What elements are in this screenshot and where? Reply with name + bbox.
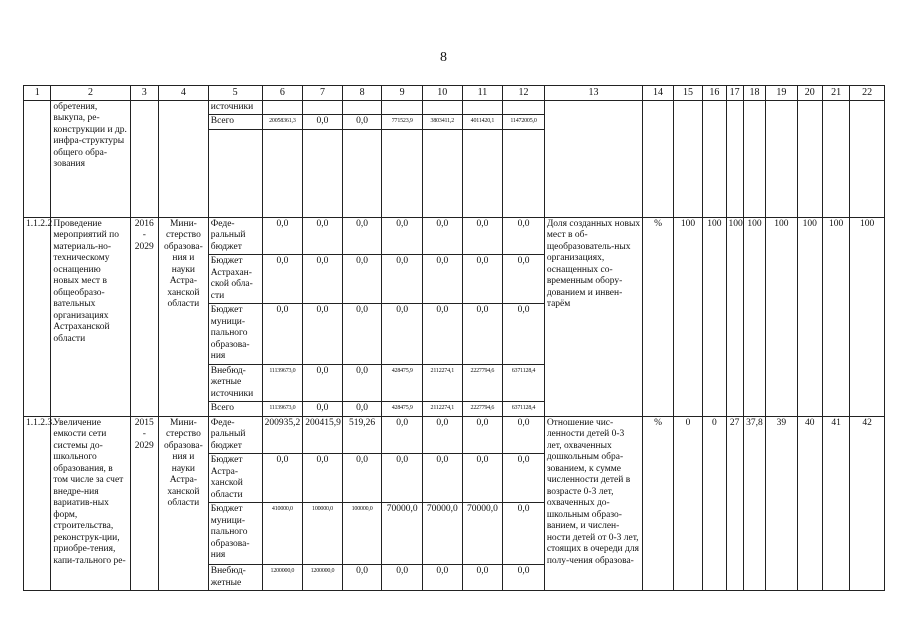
value-cell: 0,0: [422, 304, 462, 365]
value-cell: 771523,9: [382, 115, 423, 130]
value-cell: 0,0: [382, 255, 423, 304]
value-cell: 0,0: [303, 364, 343, 402]
col-header: 13: [544, 86, 642, 101]
value-cell: 0,0: [382, 416, 423, 454]
source-label: Всего: [208, 402, 262, 417]
value-cell: 70000,0: [462, 503, 503, 565]
value-cell: 11139673,0: [262, 402, 303, 417]
col-header: 9: [382, 86, 423, 101]
source-label: Внебюд-жетные: [208, 565, 262, 591]
value-cell: 0,0: [503, 454, 545, 503]
value-cell: 2227794,6: [462, 402, 503, 417]
value-cell: 2227794,6: [462, 364, 503, 402]
source-label: Бюджет муници-пального образова-ния: [208, 503, 262, 565]
value-cell: 0,0: [262, 454, 303, 503]
value-cell: 0,0: [342, 364, 382, 402]
value-cell: 0,0: [382, 217, 423, 255]
target-value: 41: [822, 416, 849, 591]
col-header: 6: [262, 86, 303, 101]
table-row: [24, 217, 885, 255]
value-cell: 2112274,1: [422, 364, 462, 402]
value-cell: 0,0: [462, 255, 503, 304]
value-cell: 0,0: [382, 565, 423, 591]
col-header: 22: [850, 86, 885, 101]
target-value: 37,8: [743, 416, 765, 591]
target-value: 40: [797, 416, 822, 591]
value-cell: 70000,0: [382, 503, 423, 565]
value-cell: 0,0: [342, 255, 382, 304]
source-label: Внебюд-жетные источники: [208, 364, 262, 402]
col-header: 12: [503, 86, 545, 101]
value-cell: 0,0: [422, 454, 462, 503]
value-cell: 0,0: [262, 255, 303, 304]
table-row: [24, 100, 885, 115]
target-value: 100: [673, 217, 702, 416]
value-cell: 0,0: [462, 416, 503, 454]
col-header: 10: [422, 86, 462, 101]
indicator-text: Отношение чис-ленности детей 0-3 лет, охваченных дошкольным обра-зованием, к сумме численности детей в возрасте 0-3 лет, охваченных до-школьным образо-ванием, и числен-ности детей от 0-3 лет, стоящих в очереди для полу-чения образова-: [544, 416, 642, 591]
source-label: Феде-ральный бюджет: [208, 217, 262, 255]
column-number-row: [24, 86, 885, 101]
value-cell: 0,0: [422, 217, 462, 255]
source-label: Бюджет Астра-ханской области: [208, 454, 262, 503]
value-cell: 0,0: [262, 304, 303, 365]
target-value: 100: [822, 217, 849, 416]
value-cell: 0,0: [262, 217, 303, 255]
target-value: 27: [726, 416, 743, 591]
source-label: Бюджет муници-пального образова-ния: [208, 304, 262, 365]
value-cell: 0,0: [342, 565, 382, 591]
value-cell: 0,0: [303, 304, 343, 365]
value-cell: 0,0: [503, 217, 545, 255]
value-cell: 0,0: [462, 304, 503, 365]
col-header: 2: [51, 86, 130, 101]
value-cell: 20058361,3: [262, 115, 303, 130]
value-cell: 200415,9: [303, 416, 343, 454]
col-header: 20: [797, 86, 822, 101]
target-value: 100: [703, 217, 726, 416]
target-value: 100: [766, 217, 797, 416]
value-cell: 2112274,1: [422, 402, 462, 417]
value-cell: 6371128,4: [503, 364, 545, 402]
source-label: Феде-ральный бюджет: [208, 416, 262, 454]
measure-executor: Мини-стерство образова-ния и науки Астра-ханской области: [159, 416, 209, 591]
measure-years: 2016 - 2029: [130, 217, 158, 416]
col-header: 4: [159, 86, 209, 101]
value-cell: 100000,0: [303, 503, 343, 565]
value-cell: 0,0: [342, 217, 382, 255]
value-cell: 0,0: [303, 402, 343, 417]
target-value: 100: [743, 217, 765, 416]
value-cell: 0,0: [462, 565, 503, 591]
source-label: Всего: [208, 115, 262, 130]
value-cell: 0,0: [303, 255, 343, 304]
target-value: 0: [673, 416, 702, 591]
value-cell: 70000,0: [422, 503, 462, 565]
value-cell: 1200000,0: [262, 565, 303, 591]
measure-code: 1.1.2.2: [24, 217, 51, 416]
value-cell: 0,0: [503, 255, 545, 304]
value-cell: 1200000,0: [303, 565, 343, 591]
col-header: 8: [342, 86, 382, 101]
value-cell: 0,0: [503, 565, 545, 591]
value-cell: 0,0: [503, 503, 545, 565]
value-cell: 0,0: [342, 115, 382, 130]
indicator-text: Доля созданных новых мест в об-щеобразователь-ных организациях, оснащенных со-временным обору-дованием и инвен-тарём: [544, 217, 642, 416]
measure-name: Проведение мероприятий по материаль-но-техническому оснащению новых мест в общеобразо-вательных организациях Астраханской области: [51, 217, 130, 416]
table-row: [24, 416, 885, 454]
value-cell: 0,0: [462, 217, 503, 255]
value-cell: 200935,2: [262, 416, 303, 454]
value-cell: 410000,0: [262, 503, 303, 565]
target-value: 0: [703, 416, 726, 591]
page-number: 8: [440, 50, 447, 65]
col-header: 14: [643, 86, 673, 101]
target-value: 42: [850, 416, 885, 591]
indicator-unit: %: [643, 416, 673, 591]
value-cell: 0,0: [342, 402, 382, 417]
value-cell: 0,0: [503, 416, 545, 454]
value-cell: 0,0: [342, 304, 382, 365]
col-header: 19: [766, 86, 797, 101]
value-cell: 428475,9: [382, 402, 423, 417]
target-value: 100: [726, 217, 743, 416]
measure-name: Увеличение емкости сети системы до-школьного образования, в том числе за счет внедре-ния вариатив-ных форм, строительства, реконструк-ции, приобре-тения, капи-тального ре-: [51, 416, 130, 591]
measure-executor: Мини-стерство образова-ния и науки Астра-ханской области: [159, 217, 209, 416]
value-cell: 11139673,0: [262, 364, 303, 402]
measure-name: обретения, выкупа, ре-конструкции и др. инфра-структуры общего обра-зования: [51, 100, 130, 217]
value-cell: 0,0: [303, 217, 343, 255]
value-cell: 11472005,0: [503, 115, 545, 130]
value-cell: 0,0: [503, 304, 545, 365]
col-header: 21: [822, 86, 849, 101]
value-cell: 0,0: [303, 115, 343, 130]
indicator-unit: %: [643, 217, 673, 416]
target-value: 100: [850, 217, 885, 416]
col-header: 5: [208, 86, 262, 101]
target-value: 100: [797, 217, 822, 416]
col-header: 17: [726, 86, 743, 101]
value-cell: 0,0: [382, 454, 423, 503]
value-cell: 3803411,2: [422, 115, 462, 130]
value-cell: 0,0: [342, 454, 382, 503]
col-header: 11: [462, 86, 503, 101]
col-header: 18: [743, 86, 765, 101]
measure-code: 1.1.2.3.: [24, 416, 51, 591]
value-cell: 0,0: [422, 565, 462, 591]
value-cell: 100000,0: [342, 503, 382, 565]
target-value: 39: [766, 416, 797, 591]
value-cell: 6371128,4: [503, 402, 545, 417]
source-label: Бюджет Астрахан-ской обла-сти: [208, 255, 262, 304]
col-header: 16: [703, 86, 726, 101]
value-cell: 0,0: [422, 416, 462, 454]
value-cell: 0,0: [303, 454, 343, 503]
value-cell: 0,0: [462, 454, 503, 503]
value-cell: 4011420,1: [462, 115, 503, 130]
col-header: 15: [673, 86, 702, 101]
measure-years: 2015 - 2029: [130, 416, 158, 591]
col-header: 3: [130, 86, 158, 101]
col-header: 7: [303, 86, 343, 101]
program-table: [23, 85, 885, 591]
source-label: источники: [208, 100, 262, 115]
value-cell: 0,0: [382, 304, 423, 365]
value-cell: 519,26: [342, 416, 382, 454]
value-cell: 428475,9: [382, 364, 423, 402]
value-cell: 0,0: [422, 255, 462, 304]
col-header: 1: [24, 86, 51, 101]
